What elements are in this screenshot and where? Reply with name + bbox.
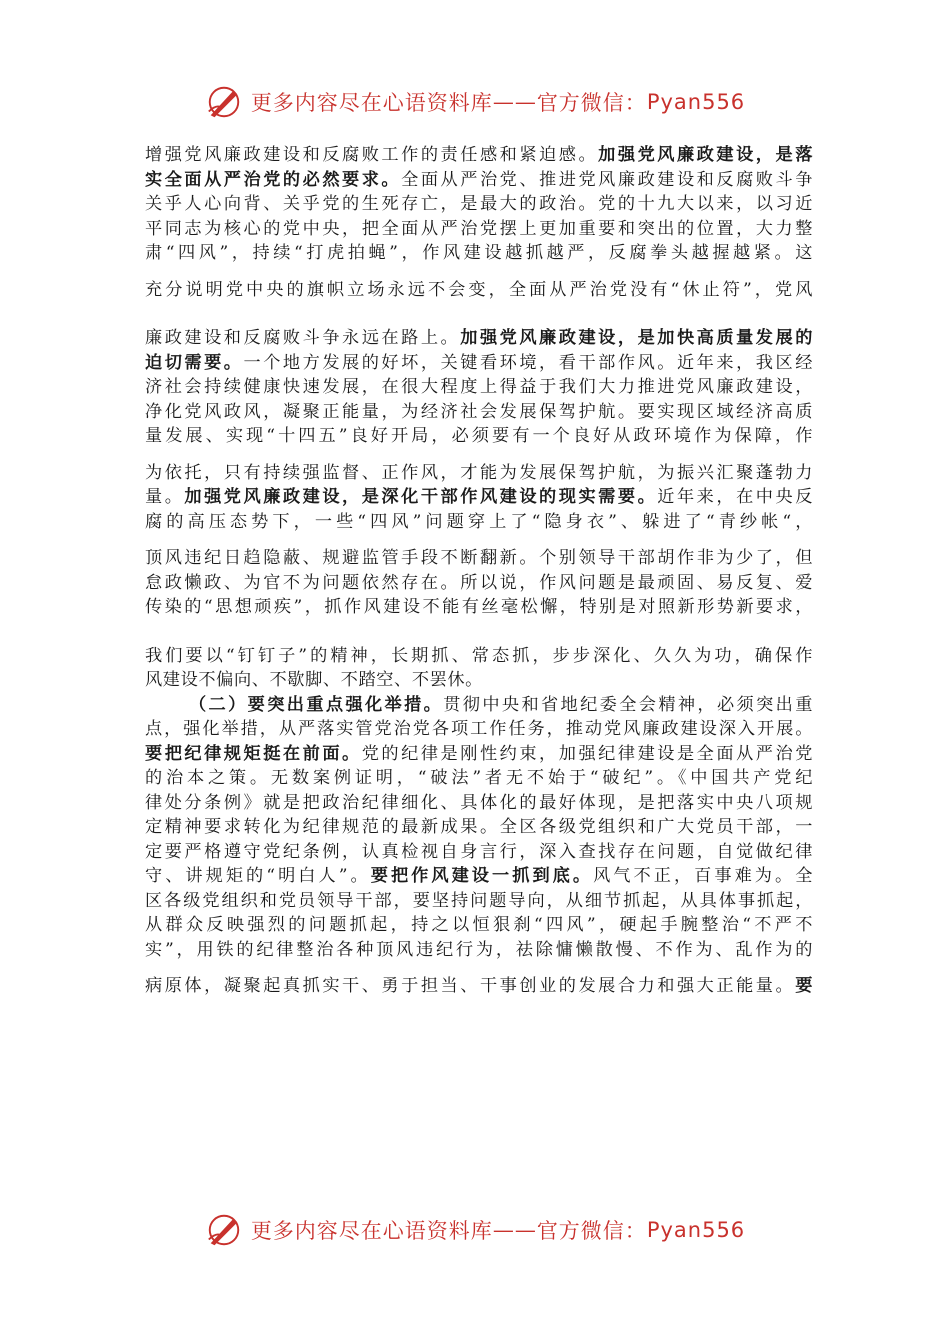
text-line bbox=[145, 840, 813, 865]
text-line bbox=[145, 815, 813, 840]
text-line bbox=[145, 595, 813, 620]
bold-text: 加强党风廉政建设，是深化干部作风建设的现实需要。 bbox=[184, 487, 658, 507]
text-line bbox=[145, 424, 813, 449]
watermark-banner-bottom bbox=[0, 1210, 950, 1250]
text-line bbox=[145, 644, 813, 669]
text-line bbox=[145, 351, 813, 376]
text-run: 定精神要求转化为纪律规范的最新成果。全区各级党组织和广大党员干部，一 bbox=[145, 817, 813, 837]
text-run: 区各级党组织和党员领导干部，要坚持问题导向，从细节抓起，从具体事抓起， bbox=[145, 890, 813, 911]
text-run: 平同志为核心的党中央，把全面从严治党摆上更加重要和突出的位置，大力整 bbox=[145, 218, 813, 239]
text-run: 充分说明党中央的旗帜立场永远不会变，全面从严治党没有“休止符”，党风 bbox=[145, 279, 813, 300]
bold-text: 要把纪律规矩挺在前面。 bbox=[145, 743, 362, 764]
text-run: 实”，用铁的纪律整治各种顶风违纪行为，祛除慵懒散慢、不作为、乱作为的 bbox=[145, 939, 813, 960]
text-line bbox=[145, 717, 813, 742]
text-run: 顶风违纪日趋隐蔽、规避监管手段不断翻新。个别领导干部胡作非为少了，但 bbox=[145, 548, 813, 568]
text-run: 近年来，在中央反 bbox=[657, 487, 813, 507]
text-line bbox=[145, 278, 813, 303]
text-line bbox=[145, 938, 813, 963]
watermark-wechat-label: 官方微信： bbox=[536, 1219, 647, 1243]
text-run: 济社会持续健康快速发展，在很大程度上得益于我们大力推进党风廉政建设， bbox=[145, 377, 813, 397]
text-line bbox=[145, 693, 813, 718]
text-line bbox=[145, 168, 813, 193]
text-run: 量发展、实现“十四五”良好开局，必须要有一个良好从政环境作为保障，作 bbox=[145, 426, 813, 446]
text-line bbox=[145, 668, 813, 693]
text-run: 关乎人心向背、关乎党的生死存亡，是最大的政治。党的十九大以来，以习近 bbox=[145, 194, 813, 214]
text-run: 定要严格遵守党纪条例，认真检视自身言行，深入查找存在问题，自觉做纪律 bbox=[145, 841, 813, 862]
text-run: 量。 bbox=[145, 487, 185, 507]
text-line bbox=[145, 864, 813, 889]
text-line bbox=[145, 510, 813, 535]
text-run: 增强党风廉政建设和反腐败工作的责任感和紧迫感。 bbox=[145, 145, 599, 165]
watermark-wechat-label: 官方微信： bbox=[536, 91, 647, 115]
text-run: 传染的“思想顽疾”，抓作风建设不能有丝毫松懈，特别是对照新形势新要求， bbox=[145, 597, 813, 617]
pen-logo-icon bbox=[205, 83, 243, 121]
text-line bbox=[145, 742, 813, 767]
text-run: 为依托，只有持续强监督、正作风，才能为发展保驾护航，为振兴汇聚蓬勃力 bbox=[145, 462, 813, 483]
text-run: 风建设不偏向、不歇脚、不踏空、不罢休。 bbox=[145, 670, 483, 690]
text-run: 全面从严治党、推进党风廉政建设和反腐败斗争 bbox=[401, 169, 813, 190]
bold-text: 迫切需要。 bbox=[145, 352, 244, 373]
bold-text: 要把作风建设一抓到底。 bbox=[370, 866, 594, 886]
watermark-banner-top bbox=[0, 82, 950, 122]
text-run: 净化党风政风，凝聚正能量，为经济社会发展保驾护航。要实现区域经济高质 bbox=[145, 401, 813, 422]
text-run: 党的纪律是刚性约束，加强纪律建设是全面从严治党 bbox=[361, 743, 813, 764]
text-line bbox=[145, 766, 813, 791]
watermark-wechat-id: Pyan556 bbox=[646, 90, 746, 114]
text-line bbox=[145, 375, 813, 400]
text-line bbox=[145, 143, 813, 168]
bold-text: 实全面从严治党的必然要求。 bbox=[145, 169, 402, 190]
text-line bbox=[145, 400, 813, 425]
watermark-dash: —— bbox=[492, 90, 537, 114]
text-line bbox=[145, 241, 813, 266]
text-run: 守、讲规矩的“明白人”。 bbox=[145, 866, 371, 886]
text-run: 点，强化举措，从严落实管党治党各项工作任务，推动党风廉政建设深入开展。 bbox=[145, 719, 813, 739]
text-line bbox=[145, 974, 813, 999]
text-run: 风气不正，百事难为。全 bbox=[593, 866, 813, 886]
text-run: 廉政建设和反腐败斗争永远在路上。 bbox=[145, 328, 461, 348]
watermark-text: 更多内容尽在心语资料库 bbox=[250, 91, 493, 115]
text-line bbox=[145, 889, 813, 914]
text-line bbox=[145, 217, 813, 242]
text-run: 我们要以“钉钉子”的精神，长期抓、常态抓，步步深化、久久为功，确保作 bbox=[145, 645, 813, 666]
watermark-dash: —— bbox=[492, 1218, 537, 1242]
text-line bbox=[145, 546, 813, 571]
bold-text: 加强党风廉政建设，是加快高质量发展的 bbox=[460, 328, 813, 348]
text-line bbox=[145, 913, 813, 938]
text-run: 怠政懒政、为官不为问题依然存在。所以说，作风问题是最顽固、易反复、爱 bbox=[145, 572, 813, 593]
text-line bbox=[145, 326, 813, 351]
document-body bbox=[145, 143, 813, 999]
bold-text: （二）要突出重点强化举措。 bbox=[189, 694, 444, 715]
text-run: 病原体，凝聚起真抓实干、勇于担当、干事创业的发展合力和强大正能量。 bbox=[145, 976, 796, 996]
text-run: 的治本之策。无数案例证明，“破法”者无不始于“破纪”。《中国共产党纪 bbox=[145, 768, 813, 788]
watermark-wechat-id: Pyan556 bbox=[646, 1218, 746, 1242]
bold-text: 要 bbox=[795, 976, 813, 996]
text-run: 贯彻中央和省地纪委全会精神，必须突出重 bbox=[443, 694, 813, 715]
text-line bbox=[145, 571, 813, 596]
text-run: 腐的高压态势下，一些“四风”问题穿上了“隐身衣”、躲进了“青纱帐“， bbox=[145, 511, 813, 532]
text-line bbox=[145, 192, 813, 217]
text-line bbox=[145, 791, 813, 816]
text-run: 从群众反映强烈的问题抓起，持之以恒狠刹“四风”，硬起手腕整治“不严不 bbox=[145, 915, 813, 935]
text-run: 一个地方发展的好坏，关键看环境，看干部作风。近年来，我区经 bbox=[243, 352, 813, 373]
pen-logo-icon bbox=[205, 1211, 243, 1249]
text-line bbox=[145, 485, 813, 510]
bold-text: 加强党风廉政建设，是落 bbox=[598, 145, 813, 165]
text-run: 律处分条例》就是把政治纪律细化、具体化的最好体现，是把落实中央八项规 bbox=[145, 792, 813, 813]
text-run: 肃“四风”，持续“打虎拍蝇”，作风建设越抓越严，反腐拳头越握越紧。这 bbox=[145, 243, 813, 263]
watermark-text: 更多内容尽在心语资料库 bbox=[250, 1219, 493, 1243]
text-line bbox=[145, 461, 813, 486]
